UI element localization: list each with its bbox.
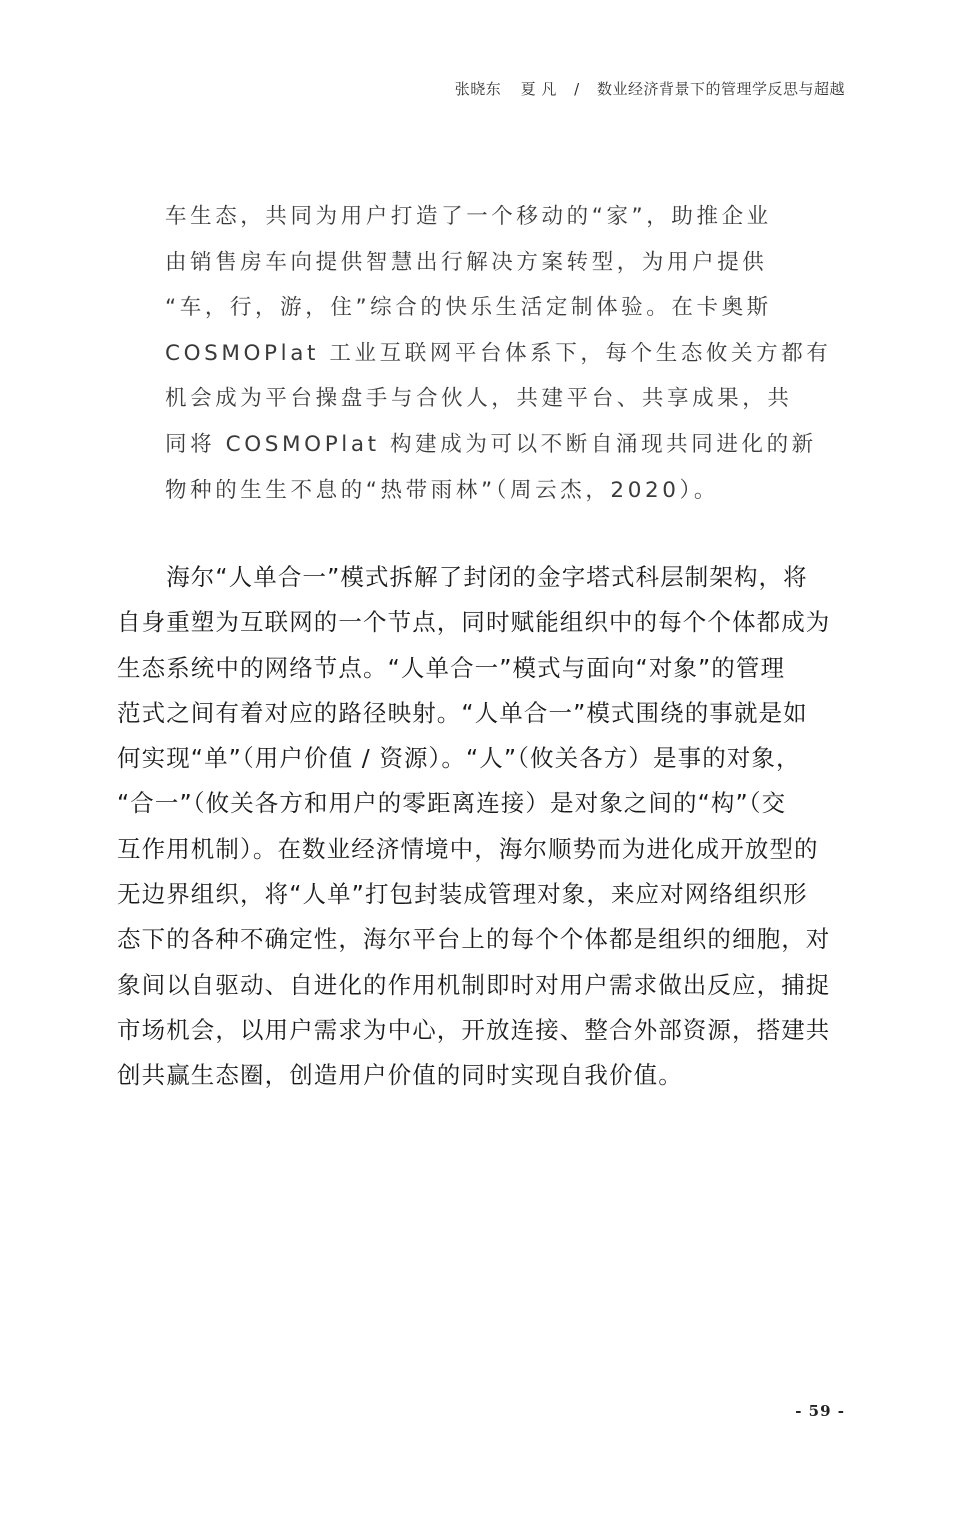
quote-line: 物种的生生不息的“热带雨林”（周云杰，2020）。	[165, 477, 719, 503]
body-paragraph	[117, 555, 849, 1099]
body-line: “合一”（攸关各方和用户的零距离连接）是对象之间的“构”（交	[117, 789, 787, 818]
quote-line: 机会成为平台操盘手与合伙人，共建平台、共享成果，共	[165, 386, 793, 412]
body-line: 何实现“单”（用户价值 / 资源）。“人”（攸关各方）是事的对象，	[117, 744, 801, 773]
body-line: 象间以自驱动、自进化的作用机制即时对用户需求做出反应，捕捉	[117, 970, 831, 999]
body-line: 态下的各种不确定性，海尔平台上的每个个体都是组织的细胞，对	[117, 925, 831, 954]
body-line: 生态系统中的网络节点。“人单合一”模式与面向“对象”的管理	[117, 653, 786, 682]
body-line: 海尔“人单合一”模式拆解了封闭的金字塔式科层制架构，将	[117, 563, 808, 591]
body-line: 互作用机制）。在数业经济情境中，海尔顺势而为进化成开放型的	[117, 834, 819, 863]
quoted-passage	[165, 194, 832, 513]
body-line: 市场机会，以用户需求为中心，开放连接、整合外部资源，搭建共	[117, 1015, 831, 1044]
quote-line: 车生态，共同为用户打造了一个移动的“家”，助推企业	[165, 204, 772, 229]
header-separator: /	[574, 80, 580, 98]
body-line: 自身重塑为互联网的一个节点，同时赋能组织中的每个个体都成为	[117, 608, 831, 637]
header-author-2: 夏 凡	[520, 80, 557, 98]
page-number: - 59 -	[795, 1402, 845, 1420]
body-line: 创共赢生态圈，创造用户价值的同时实现自我价值。	[117, 1061, 683, 1090]
quote-line: 由销售房车向提供智慧出行解决方案转型，为用户提供	[165, 249, 768, 275]
running-header	[455, 78, 845, 99]
body-line: 范式之间有着对应的路径映射。“人单合一”模式围绕的事就是如	[117, 698, 808, 727]
quote-line: “车，行，游，住”综合的快乐生活定制体验。在卡奥斯	[165, 295, 772, 321]
header-author-1: 张晓东	[454, 80, 502, 98]
header-title: 数业经济背景下的管理学反思与超越	[596, 80, 845, 98]
quote-line: COSMOPlat 工业互联网平台体系下，每个生态攸关方都有	[165, 340, 832, 366]
quote-line: 同将 COSMOPlat 构建成为可以不断自涌现共同进化的新	[165, 431, 817, 457]
body-line: 无边界组织，将“人单”打包封装成管理对象，来应对网络组织形	[117, 880, 808, 909]
